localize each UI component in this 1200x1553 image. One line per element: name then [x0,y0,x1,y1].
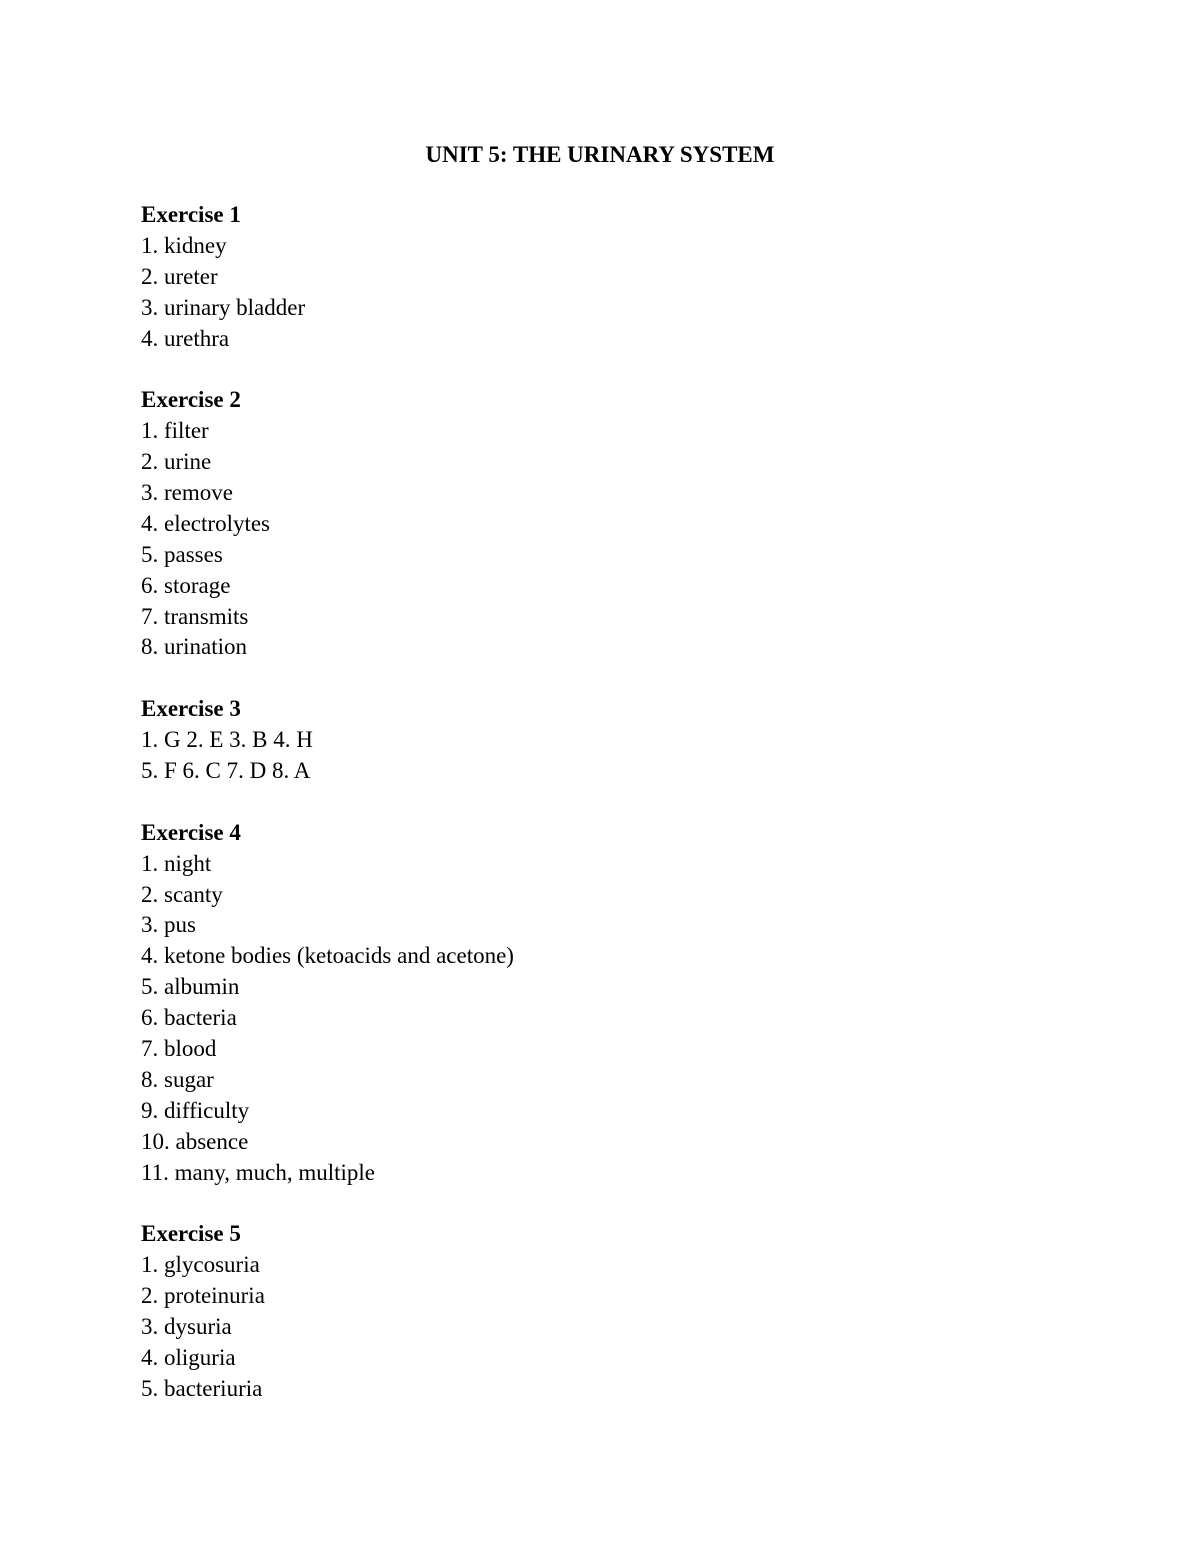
exercise-list [141,200,1041,1436]
answer-line: 4. electrolytes [141,510,271,536]
answer-line: 7. transmits [141,603,249,629]
answer-line: 2. ureter [141,263,218,289]
exercise-5 [141,1219,1041,1404]
exercise-heading: Exercise 3 [141,696,241,722]
exercise-heading: Exercise 2 [141,387,241,413]
answer-line: 3. remove [141,480,233,506]
answer-line: 3. urinary bladder [141,294,306,320]
exercise-heading: Exercise 4 [141,819,241,845]
answer-line: 2. urine [141,449,212,475]
exercise-heading: Exercise 5 [141,1221,241,1247]
answer-line: 1. filter [141,418,209,444]
answer-line: 6. storage [141,572,231,598]
answer-line: 9. difficulty [141,1097,250,1123]
answer-line: 4. oliguria [141,1344,236,1370]
exercise-1 [141,200,1041,354]
answer-line: 6. bacteria [141,1005,237,1031]
answer-line: 5. F 6. C 7. D 8. A [141,758,311,784]
answer-line: 3. dysuria [141,1314,232,1340]
exercise-heading: Exercise 1 [141,202,241,227]
answer-line: 5. passes [141,541,223,567]
answer-line: 7. blood [141,1036,217,1062]
answer-line: 1. G 2. E 3. B 4. H [141,727,313,753]
answer-line: 8. urination [141,634,248,660]
answer-line: 1. night [141,850,212,876]
answer-line: 5. bacteriuria [141,1375,263,1401]
document-title: UNIT 5: THE URINARY SYSTEM [425,142,775,167]
exercise-3 [141,694,1041,787]
answer-line: 2. proteinuria [141,1283,265,1309]
answer-line: 4. ketone bodies (ketoacids and acetone) [141,943,514,969]
answer-line: 3. pus [141,912,196,938]
answer-line: 2. scanty [141,881,223,907]
exercise-4 [141,818,1041,1189]
answer-line: 10. absence [141,1128,249,1154]
answer-line: 1. kidney [141,232,227,258]
answer-line: 1. glycosuria [141,1252,260,1278]
answer-line: 5. albumin [141,974,240,1000]
exercise-2 [141,385,1041,663]
answer-line: 4. urethra [141,325,230,351]
answer-line: 11. many, much, multiple [141,1159,376,1185]
answer-line: 8. sugar [141,1066,214,1092]
